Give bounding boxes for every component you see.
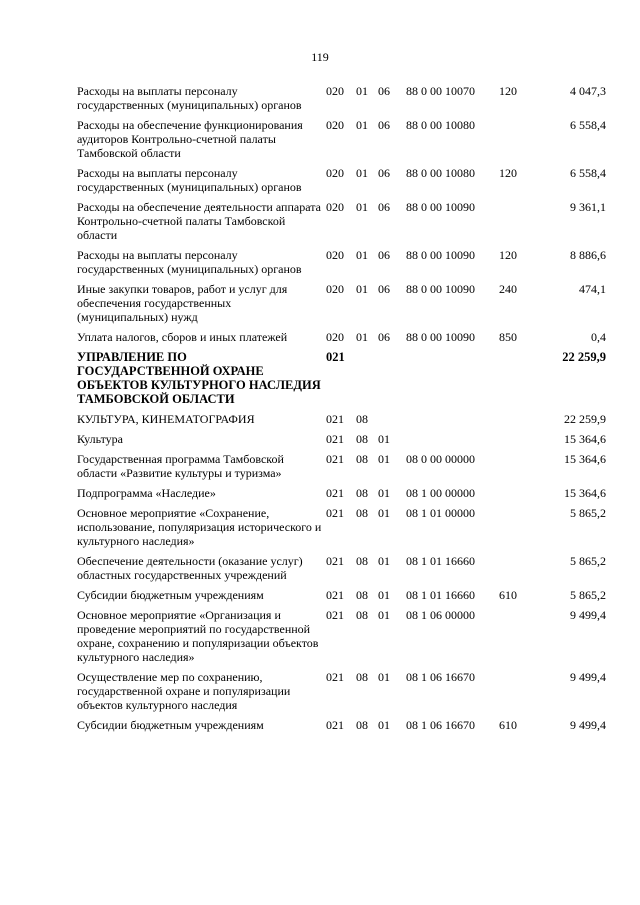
row-name: Расходы на выплаты персоналу государственных (муниципальных) органов — [77, 248, 302, 276]
row-expense-type-code — [499, 608, 539, 670]
table-row — [77, 608, 606, 670]
row-subsection-code: 01 — [378, 670, 390, 684]
row-target-article-code: 08 0 00 00000 — [406, 452, 475, 466]
table-row — [77, 554, 606, 588]
table-row — [77, 588, 606, 608]
row-target-article-code: 08 1 06 16670 — [406, 670, 475, 684]
row-target-article-code: 88 0 00 10090 — [406, 200, 475, 214]
row-ved-code: 021 — [326, 432, 344, 446]
row-subsection-code: 06 — [378, 166, 390, 180]
row-name: Иные закупки товаров, работ и услуг для обеспечения государственных (муниципальных) нужд — [77, 282, 288, 324]
row-ved-code: 021 — [326, 350, 345, 364]
row-expense-type-code: 240 — [499, 282, 517, 296]
row-subsection-code: 01 — [378, 452, 390, 466]
row-section-code: 01 — [356, 166, 368, 180]
row-target-article-code: 08 1 01 16660 — [406, 554, 475, 568]
row-name: Расходы на обеспечение деятельности аппарата Контрольно-счетной палаты Тамбовской области — [77, 200, 321, 242]
row-ved-code: 021 — [326, 588, 344, 602]
table-row — [77, 248, 606, 282]
row-amount: 474,1 — [579, 282, 606, 296]
row-subsection-code: 01 — [378, 506, 390, 520]
table-row — [77, 166, 606, 200]
row-target-article-code: 88 0 00 10090 — [406, 330, 475, 344]
row-ved-code: 021 — [326, 718, 344, 732]
row-amount: 9 499,4 — [570, 670, 606, 684]
row-name: КУЛЬТУРА, КИНЕМАТОГРАФИЯ — [77, 412, 255, 426]
row-ved-code: 020 — [326, 118, 344, 132]
row-name: Уплата налогов, сборов и иных платежей — [77, 330, 288, 344]
row-expense-type-code: 120 — [499, 84, 517, 98]
row-amount: 15 364,6 — [564, 452, 606, 466]
row-subsection-code: 01 — [378, 486, 390, 500]
row-amount: 9 499,4 — [570, 718, 606, 732]
row-amount: 5 865,2 — [570, 588, 606, 602]
row-expense-type-code — [499, 350, 539, 412]
row-target-article-code: 88 0 00 10090 — [406, 248, 475, 262]
row-amount: 15 364,6 — [564, 486, 606, 500]
row-expense-type-code — [499, 670, 539, 718]
row-target-article-code: 08 1 00 00000 — [406, 486, 475, 500]
row-target-article-code — [406, 432, 499, 452]
row-subsection-code: 01 — [378, 432, 390, 446]
row-amount: 4 047,3 — [570, 84, 606, 98]
row-expense-type-code — [499, 452, 539, 486]
table-row — [77, 200, 606, 248]
row-target-article-code — [406, 412, 499, 432]
row-subsection-code: 01 — [378, 718, 390, 732]
row-name: Основное мероприятие «Организация и проведение мероприятий по государственной охране, сохранению и популяризации объектов культурного наследия» — [77, 608, 319, 664]
row-section-code: 08 — [356, 554, 368, 568]
row-ved-code: 021 — [326, 670, 344, 684]
row-amount: 5 865,2 — [570, 554, 606, 568]
row-amount: 15 364,6 — [564, 432, 606, 446]
row-expense-type-code — [499, 506, 539, 554]
row-ved-code: 020 — [326, 248, 344, 262]
table-row — [77, 670, 606, 718]
row-ved-code: 020 — [326, 200, 344, 214]
row-expense-type-code: 610 — [499, 718, 517, 732]
row-name: Расходы на выплаты персоналу государственных (муниципальных) органов — [77, 84, 302, 112]
budget-table — [77, 84, 606, 738]
row-subsection-code: 06 — [378, 282, 390, 296]
row-name: Субсидии бюджетным учреждениям — [77, 588, 264, 602]
row-ved-code: 020 — [326, 166, 344, 180]
row-name: Расходы на выплаты персоналу государственных (муниципальных) органов — [77, 166, 302, 194]
row-ved-code: 021 — [326, 608, 344, 622]
row-section-code: 01 — [356, 248, 368, 262]
row-name: Осуществление мер по сохранению, государственной охране и популяризации объектов культурного наследия — [77, 670, 291, 712]
row-name: Государственная программа Тамбовской области «Развитие культуры и туризма» — [77, 452, 284, 480]
row-name: Культура — [77, 432, 123, 446]
row-name: Основное мероприятие «Сохранение, использование, популяризация исторического и культурного наследия» — [77, 506, 322, 548]
row-subsection-code: 06 — [378, 200, 390, 214]
row-target-article-code: 08 1 06 00000 — [406, 608, 475, 622]
row-ved-code: 021 — [326, 554, 344, 568]
row-target-article-code: 08 1 06 16670 — [406, 718, 475, 732]
table-row — [77, 330, 606, 350]
row-expense-type-code — [499, 412, 539, 432]
row-target-article-code: 88 0 00 10070 — [406, 84, 475, 98]
row-amount: 22 259,9 — [562, 350, 606, 364]
row-ved-code: 020 — [326, 330, 344, 344]
row-name: Расходы на обеспечение функционирования аудиторов Контрольно-счетной палаты Тамбовской области — [77, 118, 303, 160]
budget-table-body — [77, 84, 606, 738]
row-amount: 5 865,2 — [570, 506, 606, 520]
row-section-code: 08 — [356, 486, 368, 500]
row-section-code: 08 — [356, 670, 368, 684]
row-ved-code: 021 — [326, 452, 344, 466]
row-section-code: 01 — [356, 200, 368, 214]
row-name: Субсидии бюджетным учреждениям — [77, 718, 264, 732]
table-row — [77, 432, 606, 452]
row-name: УПРАВЛЕНИЕ ПО ГОСУДАРСТВЕННОЙ ОХРАНЕ ОБЪЕКТОВ КУЛЬТУРНОГО НАСЛЕДИЯ ТАМБОВСКОЙ ОБЛАСТИ — [77, 350, 321, 406]
table-row — [77, 506, 606, 554]
row-name: Подпрограмма «Наследие» — [77, 486, 216, 500]
row-subsection-code — [378, 350, 406, 412]
row-target-article-code: 88 0 00 10080 — [406, 166, 475, 180]
row-section-code: 01 — [356, 84, 368, 98]
row-subsection-code: 01 — [378, 608, 390, 622]
row-ved-code: 021 — [326, 506, 344, 520]
row-section-code: 01 — [356, 118, 368, 132]
row-section-code: 01 — [356, 330, 368, 344]
row-ved-code: 020 — [326, 84, 344, 98]
row-expense-type-code — [499, 200, 539, 248]
row-section-code: 08 — [356, 718, 368, 732]
row-subsection-code: 06 — [378, 118, 390, 132]
row-expense-type-code: 850 — [499, 330, 517, 344]
row-section-code: 08 — [356, 412, 368, 426]
row-amount: 22 259,9 — [564, 412, 606, 426]
row-target-article-code: 08 1 01 16660 — [406, 588, 475, 602]
row-ved-code: 020 — [326, 282, 344, 296]
row-expense-type-code — [499, 554, 539, 588]
row-amount: 0,4 — [591, 330, 606, 344]
row-subsection-code: 06 — [378, 330, 390, 344]
row-amount: 6 558,4 — [570, 118, 606, 132]
row-expense-type-code — [499, 486, 539, 506]
page-number: 119 — [311, 50, 329, 64]
row-section-code: 01 — [356, 282, 368, 296]
row-target-article-code — [406, 350, 499, 412]
row-expense-type-code: 120 — [499, 248, 517, 262]
row-name: Обеспечение деятельности (оказание услуг) областных государственных учреждений — [77, 554, 303, 582]
row-expense-type-code: 120 — [499, 166, 517, 180]
row-subsection-code — [378, 412, 406, 432]
table-row — [77, 486, 606, 506]
row-subsection-code: 01 — [378, 554, 390, 568]
row-ved-code: 021 — [326, 486, 344, 500]
row-subsection-code: 01 — [378, 588, 390, 602]
row-amount: 8 886,6 — [570, 248, 606, 262]
table-row — [77, 718, 606, 738]
row-section-code: 08 — [356, 506, 368, 520]
row-subsection-code: 06 — [378, 248, 390, 262]
row-expense-type-code: 610 — [499, 588, 517, 602]
table-row — [77, 412, 606, 432]
row-target-article-code: 88 0 00 10080 — [406, 118, 475, 132]
row-section-code: 08 — [356, 608, 368, 622]
row-section-code: 08 — [356, 432, 368, 446]
row-section-code — [356, 350, 378, 412]
row-target-article-code: 88 0 00 10090 — [406, 282, 475, 296]
table-row — [77, 282, 606, 330]
row-amount: 9 499,4 — [570, 608, 606, 622]
table-row — [77, 84, 606, 118]
table-row — [77, 118, 606, 166]
row-expense-type-code — [499, 432, 539, 452]
table-row — [77, 350, 606, 412]
table-row — [77, 452, 606, 486]
row-section-code: 08 — [356, 588, 368, 602]
row-section-code: 08 — [356, 452, 368, 466]
row-amount: 9 361,1 — [570, 200, 606, 214]
row-ved-code: 021 — [326, 412, 344, 426]
row-target-article-code: 08 1 01 00000 — [406, 506, 475, 520]
row-subsection-code: 06 — [378, 84, 390, 98]
row-amount: 6 558,4 — [570, 166, 606, 180]
row-expense-type-code — [499, 118, 539, 166]
